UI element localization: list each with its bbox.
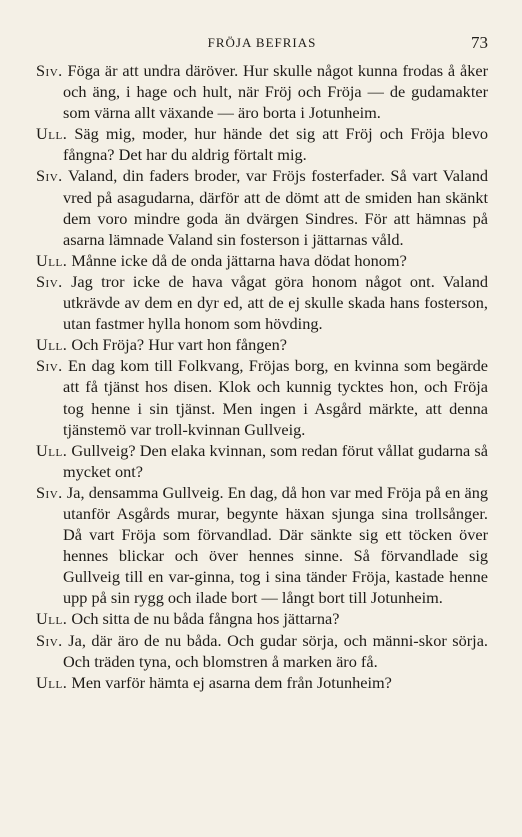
speech-text: Säg mig, moder, hur hände det sig att Fröj och Fröja blevo fångna? Det har du aldrig förtalt mig. xyxy=(63,124,488,165)
speech-text: Gullveig? Den elaka kvinnan, som redan förut vållat gudarna så mycket ont? xyxy=(63,440,488,481)
speech-text: Ja, densamma Gullveig. En dag, då hon var med Fröja på en äng utanför Asgårds murar, begynte häxan sjunga sina trollsånger. Då vart Fröja som förvandlad. Där sänkte sig ett töcken över hennes blickar och över hennes sinne. Så förvandlade sig Gullveig till en var-ginna, tog i sina tänder Fröja, kastade henne upp på sin rygg och ilade bort — långt bort till Jotunheim. xyxy=(63,482,489,608)
page-number: 73 xyxy=(471,33,488,52)
speaker-name: Siv. xyxy=(36,271,63,291)
speaker-name: Ull. xyxy=(36,124,68,144)
speech-paragraph xyxy=(36,165,488,249)
speaker-name: Ull. xyxy=(36,609,68,629)
speech-text: Månne icke då de onda jättarna hava dödat honom? xyxy=(71,250,407,270)
speech-paragraph xyxy=(36,334,488,355)
speaker-name: Ull. xyxy=(36,440,68,460)
speech-paragraph xyxy=(36,672,488,693)
speech-paragraph xyxy=(36,123,488,165)
speaker-name: Ull. xyxy=(36,335,68,355)
page-header xyxy=(36,33,488,57)
speaker-name: Siv. xyxy=(36,482,63,502)
speaker-name: Siv. xyxy=(36,630,63,650)
speaker-name: Ull. xyxy=(36,250,68,270)
speech-paragraph xyxy=(36,355,488,439)
speech-paragraph xyxy=(36,630,488,672)
speech-paragraph xyxy=(36,60,488,123)
speech-text: Valand, din faders broder, var Fröjs fosterfader. Så vart Valand vred på asagudarna, därför att de dömt att de smiden han skänkt dem voro mindre goda än dvärgen Sindres. För att hämnas på asarna lämnade Valand sin fosterson i jättarnas våld. xyxy=(63,166,489,249)
speaker-name: Ull. xyxy=(36,672,68,692)
speech-text: Men varför hämta ej asarna dem från Jotunheim? xyxy=(71,672,392,692)
speech-paragraph xyxy=(36,482,488,609)
running-head: FRÖJA BEFRIAS xyxy=(207,35,317,50)
speech-paragraph xyxy=(36,271,488,334)
speech-text: En dag kom till Folkvang, Fröjas borg, en kvinna som begärde att få tjänst hos disen. Klok och kunnig tycktes hon, och Fröja tog henne i sin tjänst. Men ingen i Asgård märkte, att denna tjänstemö var troll-kvinnan Gullveig. xyxy=(63,356,488,439)
speech-text: Föga är att undra däröver. Hur skulle något kunna frodas å åker och äng, i hage och hult, när Fröj och Fröja — de gudamakter som värna allt växande — äro borta i Jotunheim. xyxy=(63,61,488,123)
speech-text: Och sitta de nu båda fångna hos jättarna? xyxy=(71,609,340,629)
speech-paragraph xyxy=(36,608,488,629)
speech-text: Jag tror icke de hava vågat göra honom något ont. Valand utkrävde av dem en dyr ed, att de ej skulle skada hans fosterson, utan fastmer hylla honom som hövding. xyxy=(63,271,488,334)
speech-paragraph xyxy=(36,440,488,482)
speaker-name: Siv. xyxy=(36,61,63,80)
speech-text: Och Fröja? Hur vart hon fången? xyxy=(71,335,288,355)
dialogue-text xyxy=(36,60,488,693)
speech-text: Ja, där äro de nu båda. Och gudar sörja, och männi-skor sörja. Och träden tyna, och blomstren å marken äro få. xyxy=(63,630,488,671)
speaker-name: Siv. xyxy=(36,166,63,186)
speech-paragraph xyxy=(36,250,488,271)
speaker-name: Siv. xyxy=(36,356,63,376)
